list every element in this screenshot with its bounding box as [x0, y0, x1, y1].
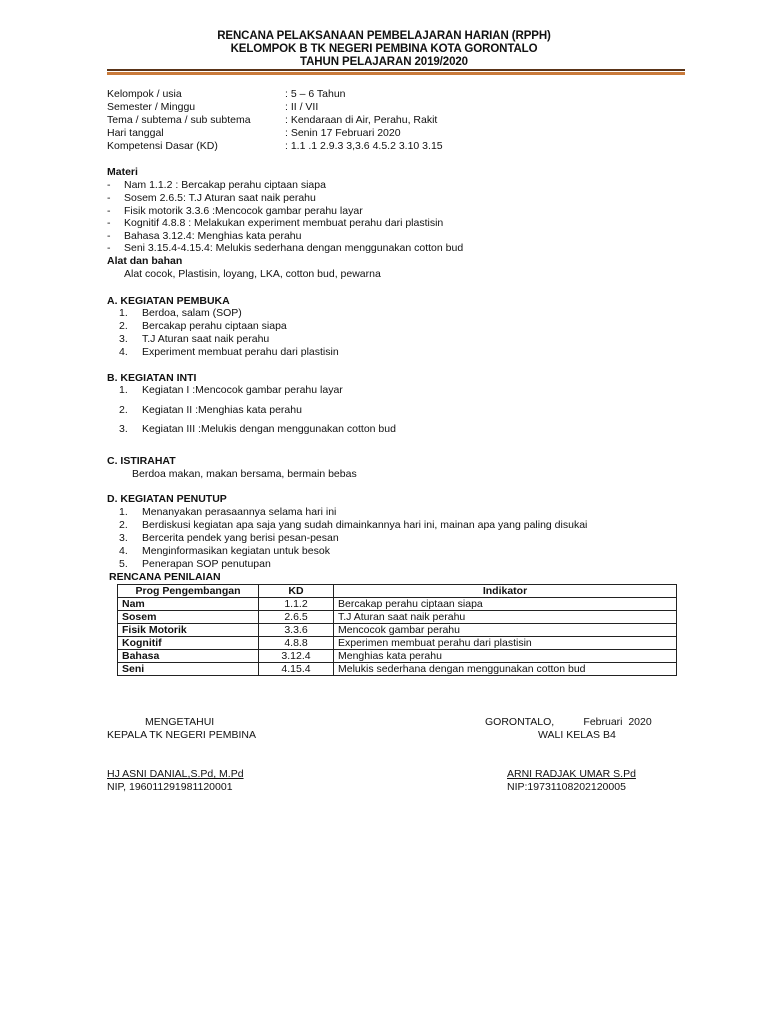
- table-cell: Sosem: [118, 611, 259, 624]
- table-cell: Kognitif: [118, 637, 259, 650]
- table-cell: 1.1.2: [259, 598, 334, 611]
- table-row: [118, 611, 677, 624]
- penilaian-heading: RENCANA PENILAIAN: [109, 571, 221, 583]
- signature-right-name: ARNI RADJAK UMAR S.Pd: [507, 768, 636, 780]
- table-row: [118, 598, 677, 611]
- table-cell: T.J Aturan saat naik perahu: [334, 611, 677, 624]
- list-number: 3.: [119, 333, 128, 345]
- column-header: KD: [259, 585, 334, 598]
- list-number: 2.: [119, 519, 128, 531]
- materi-heading: Materi: [107, 166, 138, 178]
- list-number: 1.: [119, 307, 128, 319]
- materi-item: Fisik motorik 3.3.6 :Mencocok gambar perahu layar: [124, 205, 363, 217]
- table-cell: Bahasa: [118, 650, 259, 663]
- signature-right-place-date: GORONTALO, Februari 2020: [485, 716, 652, 728]
- signature-left-nip: NIP, 196011291981120001: [107, 781, 233, 793]
- list-number: 2.: [119, 404, 128, 416]
- materi-dash: -: [107, 205, 111, 217]
- info-value-tema: : Kendaraan di Air, Perahu, Rakit: [285, 114, 438, 126]
- table-cell: Experimen membuat perahu dari plastisin: [334, 637, 677, 650]
- penutup-item: Menanyakan perasaannya selama hari ini: [142, 506, 337, 518]
- list-number: 1.: [119, 384, 128, 396]
- table-cell: Nam: [118, 598, 259, 611]
- penilaian-table: [117, 584, 677, 676]
- info-label-tema: Tema / subtema / sub subtema: [107, 114, 251, 126]
- table-cell: Mencocok gambar perahu: [334, 624, 677, 637]
- alat-text: Alat cocok, Plastisin, loyang, LKA, cotton bud, pewarna: [124, 268, 381, 280]
- list-number: 2.: [119, 320, 128, 332]
- info-value-kd: : 1.1 .1 2.9.3 3,3.6 4.5.2 3.10 3.15: [285, 140, 443, 152]
- table-cell: Fisik Motorik: [118, 624, 259, 637]
- list-number: 1.: [119, 506, 128, 518]
- materi-item: Bahasa 3.12.4: Menghias kata perahu: [124, 230, 302, 242]
- table-cell: 3.12.4: [259, 650, 334, 663]
- inti-heading: B. KEGIATAN INTI: [107, 372, 197, 384]
- inti-item: Kegiatan I :Mencocok gambar perahu layar: [142, 384, 343, 396]
- penutup-item: Berdiskusi kegiatan apa saja yang sudah dimainkannya hari ini, mainan apa yang paling disukai: [142, 519, 588, 531]
- table-cell: Seni: [118, 663, 259, 676]
- pembuka-heading: A. KEGIATAN PEMBUKA: [107, 295, 230, 307]
- table-row: [118, 624, 677, 637]
- signature-left-role: KEPALA TK NEGERI PEMBINA: [107, 729, 256, 741]
- table-cell: 4.15.4: [259, 663, 334, 676]
- doc-title-line-1: RENCANA PELAKSANAAN PEMBELAJARAN HARIAN (RPPH): [217, 30, 551, 42]
- table-cell: 2.6.5: [259, 611, 334, 624]
- header-rule-light: [107, 72, 685, 75]
- list-number: 4.: [119, 545, 128, 557]
- info-value-semester: : II / VII: [285, 101, 319, 113]
- table-cell: Melukis sederhana dengan menggunakan cotton bud: [334, 663, 677, 676]
- signature-right-nip: NIP:19731108202120005: [507, 781, 626, 793]
- list-number: 5.: [119, 558, 128, 570]
- signature-right-role: WALI KELAS B4: [538, 729, 616, 741]
- materi-dash: -: [107, 242, 111, 254]
- table-row: [118, 663, 677, 676]
- info-label-kd: Kompetensi Dasar (KD): [107, 140, 218, 152]
- doc-title-line-2: KELOMPOK B TK NEGERI PEMBINA KOTA GORONTALO: [230, 43, 538, 55]
- table-cell: 3.3.6: [259, 624, 334, 637]
- istirahat-text: Berdoa makan, makan bersama, bermain bebas: [132, 468, 357, 480]
- materi-dash: -: [107, 217, 111, 229]
- info-value-hari: : Senin 17 Februari 2020: [285, 127, 401, 139]
- info-value-kelompok: : 5 – 6 Tahun: [285, 88, 346, 100]
- pembuka-item: Experiment membuat perahu dari plastisin: [142, 346, 339, 358]
- info-label-hari: Hari tanggal: [107, 127, 164, 139]
- signature-left-name: HJ ASNI DANIAL,S.Pd, M.Pd: [107, 768, 244, 780]
- table-cell: Menghias kata perahu: [334, 650, 677, 663]
- inti-item: Kegiatan II :Menghias kata perahu: [142, 404, 302, 416]
- info-label-kelompok: Kelompok / usia: [107, 88, 182, 100]
- pembuka-item: T.J Aturan saat naik perahu: [142, 333, 270, 345]
- list-number: 3.: [119, 532, 128, 544]
- header-rule-dark: [107, 69, 685, 71]
- materi-dash: -: [107, 192, 111, 204]
- list-number: 3.: [119, 423, 128, 435]
- table-row: [118, 637, 677, 650]
- table-cell: 4.8.8: [259, 637, 334, 650]
- materi-item: Sosem 2.6.5: T.J Aturan saat naik perahu: [124, 192, 316, 204]
- signature-left-label: MENGETAHUI: [145, 716, 215, 728]
- pembuka-item: Bercakap perahu ciptaan siapa: [142, 320, 287, 332]
- penutup-item: Menginformasikan kegiatan untuk besok: [142, 545, 330, 557]
- table-row: [118, 650, 677, 663]
- list-number: 4.: [119, 346, 128, 358]
- penutup-heading: D. KEGIATAN PENUTUP: [107, 493, 227, 505]
- column-header: Prog Pengembangan: [118, 585, 259, 598]
- materi-dash: -: [107, 179, 111, 191]
- doc-title-line-3: TAHUN PELAJARAN 2019/2020: [300, 56, 468, 68]
- pembuka-item: Berdoa, salam (SOP): [142, 307, 242, 319]
- istirahat-heading: C. ISTIRAHAT: [107, 455, 176, 467]
- column-header: Indikator: [334, 585, 677, 598]
- materi-dash: -: [107, 230, 111, 242]
- inti-item: Kegiatan III :Melukis dengan menggunakan cotton bud: [142, 423, 396, 435]
- penutup-item: Penerapan SOP penutupan: [142, 558, 271, 570]
- penutup-item: Bercerita pendek yang berisi pesan-pesan: [142, 532, 339, 544]
- alat-heading: Alat dan bahan: [107, 255, 183, 267]
- materi-item: Nam 1.1.2 : Bercakap perahu ciptaan siapa: [124, 179, 326, 191]
- materi-item: Seni 3.15.4-4.15.4: Melukis sederhana dengan menggunakan cotton bud: [124, 242, 464, 254]
- table-cell: Bercakap perahu ciptaan siapa: [334, 598, 677, 611]
- info-label-semester: Semester / Minggu: [107, 101, 196, 113]
- materi-item: Kognitif 4.8.8 : Melakukan experiment membuat perahu dari plastisin: [124, 217, 444, 229]
- table-header-row: [118, 585, 677, 598]
